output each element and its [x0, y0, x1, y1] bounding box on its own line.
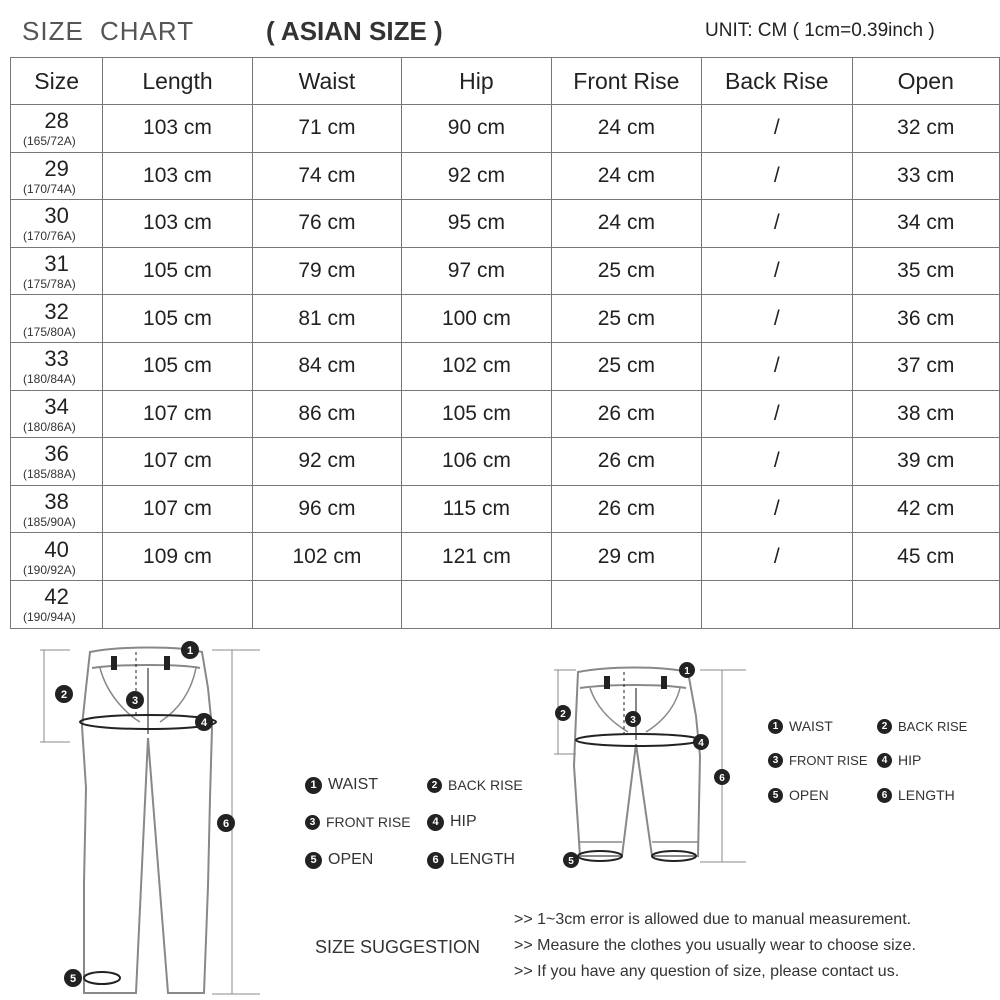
- marker-3-number: 3: [131, 695, 139, 707]
- front-rise-cell: 25 cm: [551, 295, 701, 343]
- legend-item-open: [768, 787, 829, 803]
- back-rise-cell: /: [702, 295, 852, 343]
- waist-cell: 76 cm: [252, 200, 401, 248]
- legend-label: OPEN: [328, 851, 374, 868]
- front-rise-cell: 25 cm: [551, 247, 701, 295]
- length-cell: 105 cm: [103, 295, 252, 343]
- number-3-icon: 3: [305, 815, 320, 830]
- hip-cell: 105 cm: [402, 390, 551, 438]
- size-number: 34: [44, 393, 69, 419]
- waist-cell: 79 cm: [252, 247, 401, 295]
- open-cell: 33 cm: [852, 152, 999, 200]
- legend-label: LENGTH: [898, 787, 955, 803]
- front-rise-cell: 26 cm: [551, 390, 701, 438]
- legend-item-length: [877, 787, 955, 803]
- hip-cell: 102 cm: [402, 342, 551, 390]
- size-cell: [11, 485, 103, 533]
- open-cell: 37 cm: [852, 342, 999, 390]
- size-number: 40: [44, 536, 69, 562]
- marker-2-number: 2: [60, 689, 68, 701]
- legend-label: LENGTH: [450, 851, 515, 868]
- table-row: [11, 152, 1000, 200]
- suggestion-line: >> If you have any question of size, please contact us.: [514, 963, 900, 980]
- length-cell: 109 cm: [103, 533, 252, 581]
- length-cell: 103 cm: [103, 152, 252, 200]
- size-cell: [11, 295, 103, 343]
- hip-cell: 106 cm: [402, 438, 551, 486]
- legend-label: WAIST: [789, 718, 833, 734]
- hip-cell: 115 cm: [402, 485, 551, 533]
- length-cell: 107 cm: [103, 390, 252, 438]
- long-pants-diagram: [40, 638, 270, 1000]
- legend-item-back-rise: [427, 777, 523, 793]
- legend-item-open: [305, 851, 373, 869]
- length-cell: [103, 580, 252, 628]
- front-rise-cell: 26 cm: [551, 485, 701, 533]
- marker-1-number: 1: [684, 666, 690, 677]
- size-cell: [11, 390, 103, 438]
- back-rise-cell: /: [702, 438, 852, 486]
- size-cell: [11, 580, 103, 628]
- marker-4-number: 4: [200, 717, 208, 729]
- hip-cell: 95 cm: [402, 200, 551, 248]
- column-header: Size: [11, 58, 103, 105]
- front-rise-cell: 26 cm: [551, 438, 701, 486]
- length-cell: 107 cm: [103, 438, 252, 486]
- size-code: (180/86A): [23, 419, 76, 434]
- marker-2-number: 2: [560, 709, 566, 720]
- hip-cell: 92 cm: [402, 152, 551, 200]
- front-rise-cell: 24 cm: [551, 105, 701, 153]
- number-1-icon: 1: [305, 777, 322, 794]
- legend-item-back-rise: [877, 719, 967, 734]
- size-code: (180/84A): [23, 372, 76, 387]
- size-cell: [11, 152, 103, 200]
- size-code: (185/88A): [23, 467, 76, 482]
- size-code: (170/74A): [23, 181, 76, 196]
- size-number: 30: [44, 203, 69, 229]
- table-row: [11, 200, 1000, 248]
- hip-cell: [402, 580, 551, 628]
- length-cell: 105 cm: [103, 342, 252, 390]
- size-table: [10, 57, 1000, 629]
- legend-label: HIP: [898, 752, 922, 768]
- open-cell: 32 cm: [852, 105, 999, 153]
- legend-label: WAIST: [328, 776, 379, 793]
- column-header: Front Rise: [551, 58, 701, 105]
- table-row: [11, 342, 1000, 390]
- hip-cell: 90 cm: [402, 105, 551, 153]
- size-number: 31: [44, 251, 69, 277]
- size-cell: [11, 342, 103, 390]
- table-row: [11, 438, 1000, 486]
- size-cell: [11, 533, 103, 581]
- suggestion-line: >> 1~3cm error is allowed due to manual measurement.: [514, 911, 912, 928]
- column-header: Hip: [402, 58, 551, 105]
- number-4-icon: 4: [877, 753, 892, 768]
- length-cell: 103 cm: [103, 200, 252, 248]
- legend-label: FRONT RISE: [789, 753, 868, 768]
- open-cell: 35 cm: [852, 247, 999, 295]
- marker-4-number: 4: [698, 738, 704, 749]
- size-number: 33: [44, 346, 69, 372]
- legend-label: HIP: [450, 813, 477, 830]
- number-4-icon: 4: [427, 814, 444, 831]
- waist-cell: 86 cm: [252, 390, 401, 438]
- size-cell: [11, 200, 103, 248]
- front-rise-cell: 24 cm: [551, 152, 701, 200]
- marker-1-number: 1: [186, 645, 194, 657]
- table-row: [11, 485, 1000, 533]
- size-code: (175/80A): [23, 324, 76, 339]
- size-code: (175/78A): [23, 277, 76, 292]
- unit-note: UNIT: CM ( 1cm=0.39inch ): [705, 20, 935, 41]
- back-rise-cell: /: [702, 200, 852, 248]
- hip-cell: 97 cm: [402, 247, 551, 295]
- open-cell: [852, 580, 999, 628]
- number-5-icon: 5: [305, 852, 322, 869]
- number-5-icon: 5: [768, 788, 783, 803]
- column-header: Waist: [252, 58, 401, 105]
- open-cell: 42 cm: [852, 485, 999, 533]
- table-header-row: [11, 58, 1000, 105]
- legend-item-hip: [427, 813, 477, 831]
- size-chart-title: SIZE CHART: [22, 16, 195, 46]
- size-code: (165/72A): [23, 134, 76, 149]
- size-number: 38: [44, 489, 69, 515]
- size-cell: [11, 247, 103, 295]
- number-6-icon: 6: [427, 852, 444, 869]
- back-rise-cell: /: [702, 533, 852, 581]
- suggestion-line: >> Measure the clothes you usually wear to choose size.: [514, 937, 916, 954]
- legend-item-hip: [877, 752, 921, 768]
- waist-cell: [252, 580, 401, 628]
- marker-5-number: 5: [568, 856, 574, 867]
- back-rise-cell: /: [702, 485, 852, 533]
- hip-cell: 121 cm: [402, 533, 551, 581]
- hip-cell: 100 cm: [402, 295, 551, 343]
- size-suggestion-label: SIZE SUGGESTION: [315, 937, 481, 957]
- size-code: (170/76A): [23, 229, 76, 244]
- length-cell: 107 cm: [103, 485, 252, 533]
- number-3-icon: 3: [768, 753, 783, 768]
- back-rise-cell: /: [702, 390, 852, 438]
- open-cell: 36 cm: [852, 295, 999, 343]
- front-rise-cell: 29 cm: [551, 533, 701, 581]
- column-header: Length: [103, 58, 252, 105]
- marker-6-number: 6: [222, 818, 230, 830]
- number-1-icon: 1: [768, 719, 783, 734]
- size-number: 28: [44, 108, 69, 134]
- waist-cell: 96 cm: [252, 485, 401, 533]
- waist-cell: 81 cm: [252, 295, 401, 343]
- size-cell: [11, 105, 103, 153]
- waist-cell: 71 cm: [252, 105, 401, 153]
- column-header: Open: [852, 58, 999, 105]
- size-code: (190/94A): [23, 610, 76, 625]
- table-row: [11, 247, 1000, 295]
- open-cell: 45 cm: [852, 533, 999, 581]
- back-rise-cell: [702, 580, 852, 628]
- size-code: (190/92A): [23, 562, 76, 577]
- number-2-icon: 2: [427, 778, 442, 793]
- size-number: 32: [44, 298, 69, 324]
- length-cell: 103 cm: [103, 105, 252, 153]
- size-cell: [11, 438, 103, 486]
- back-rise-cell: /: [702, 247, 852, 295]
- table-row: [11, 295, 1000, 343]
- open-cell: 34 cm: [852, 200, 999, 248]
- front-rise-cell: [551, 580, 701, 628]
- size-number: 42: [44, 584, 69, 610]
- legend-item-length: [427, 851, 515, 869]
- front-rise-cell: 24 cm: [551, 200, 701, 248]
- legend-item-front-rise: [768, 753, 868, 768]
- size-number: 29: [44, 155, 69, 181]
- legend-label: OPEN: [789, 787, 829, 803]
- table-row: [11, 390, 1000, 438]
- table-row: [11, 580, 1000, 628]
- asian-size-label: ( ASIAN SIZE ): [266, 16, 443, 46]
- cropped-pants-diagram: [550, 656, 750, 874]
- size-number: 36: [44, 441, 69, 467]
- marker-5-number: 5: [69, 973, 77, 985]
- number-2-icon: 2: [877, 719, 892, 734]
- column-header: Back Rise: [702, 58, 852, 105]
- marker-3-number: 3: [630, 715, 636, 726]
- back-rise-cell: /: [702, 105, 852, 153]
- legend-label: BACK RISE: [898, 719, 968, 734]
- waist-cell: 92 cm: [252, 438, 401, 486]
- table-row: [11, 105, 1000, 153]
- waist-cell: 102 cm: [252, 533, 401, 581]
- legend-item-waist: [768, 718, 833, 734]
- number-6-icon: 6: [877, 788, 892, 803]
- marker-6-number: 6: [719, 773, 725, 784]
- waist-cell: 74 cm: [252, 152, 401, 200]
- table-row: [11, 533, 1000, 581]
- length-cell: 105 cm: [103, 247, 252, 295]
- back-rise-cell: /: [702, 342, 852, 390]
- front-rise-cell: 25 cm: [551, 342, 701, 390]
- open-cell: 39 cm: [852, 438, 999, 486]
- legend-item-front-rise: [305, 814, 411, 830]
- legend-item-waist: [305, 776, 378, 794]
- back-rise-cell: /: [702, 152, 852, 200]
- legend-label: BACK RISE: [448, 777, 523, 793]
- waist-cell: 84 cm: [252, 342, 401, 390]
- open-cell: 38 cm: [852, 390, 999, 438]
- legend-label: FRONT RISE: [326, 814, 411, 830]
- size-code: (185/90A): [23, 515, 76, 530]
